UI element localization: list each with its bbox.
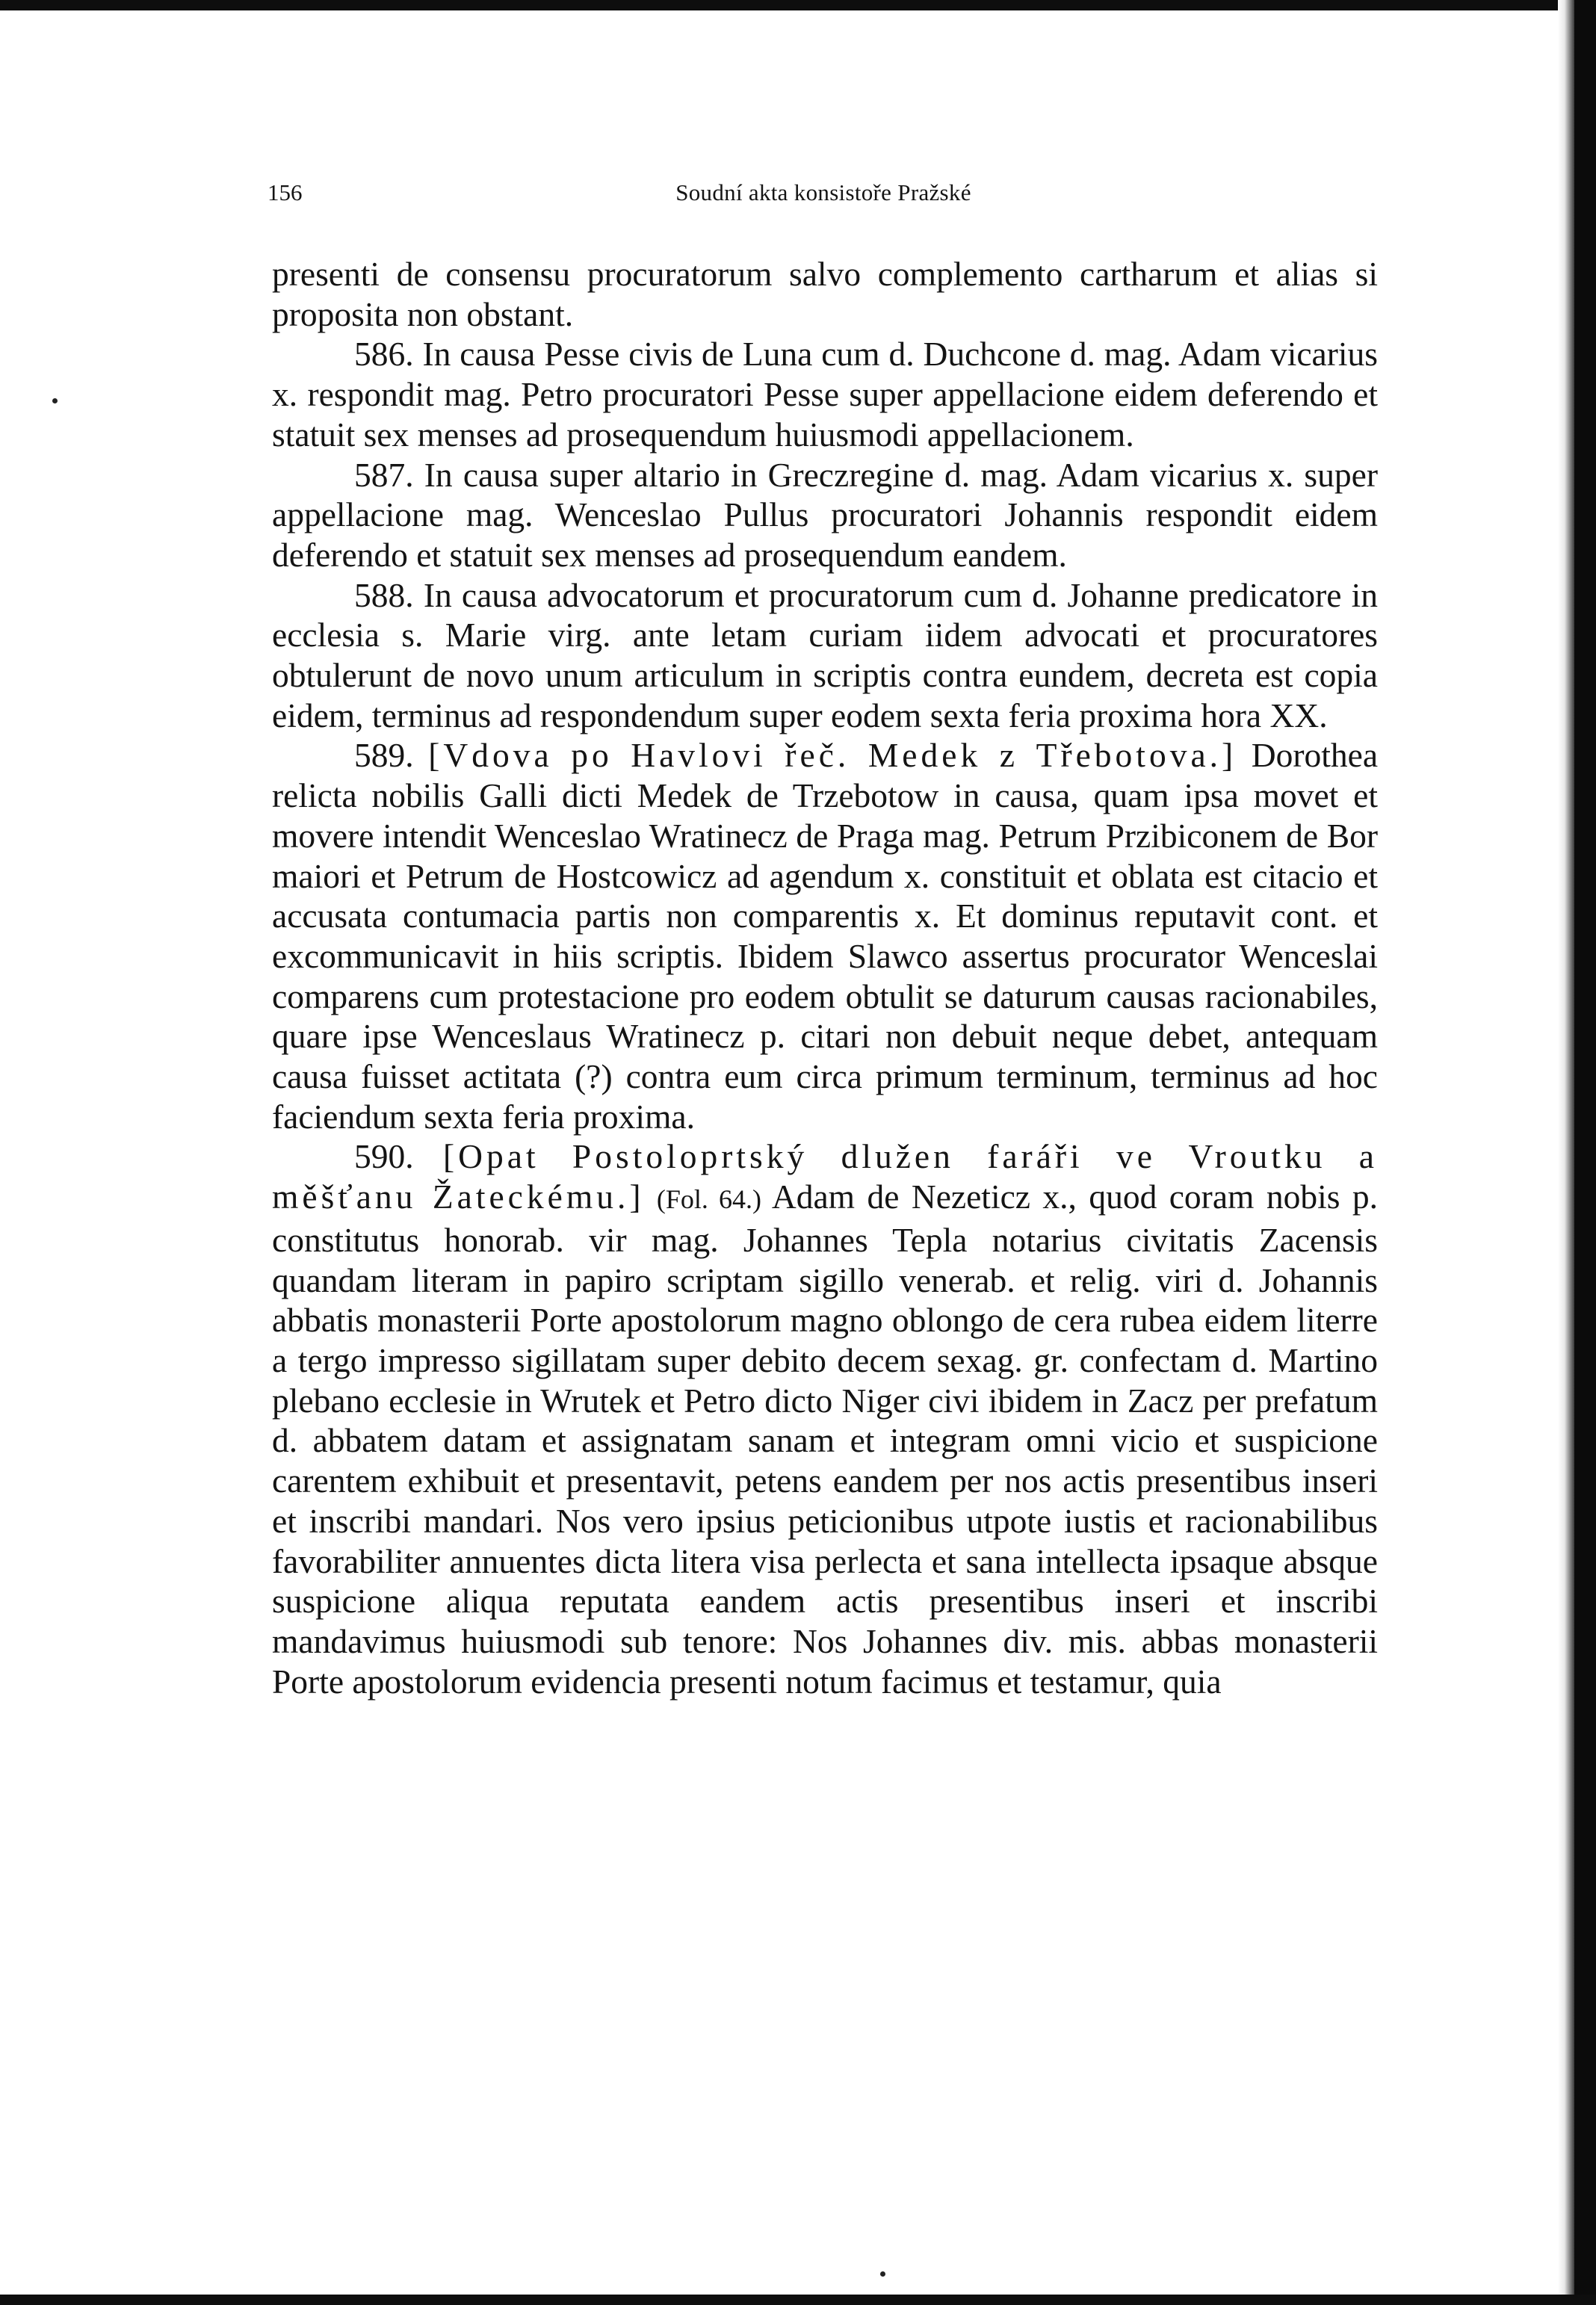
scan-border-top (0, 0, 1596, 10)
entry-heading: [Opat Postoloprtský dlužen faráři ve Vroutku a měšťanu Žateckému.] (272, 1137, 1378, 1216)
page-header (267, 176, 1379, 209)
scan-speck (52, 398, 58, 403)
scan-speck (880, 2271, 885, 2277)
scan-border-right (1558, 0, 1596, 2305)
scan-border-bottom (0, 2295, 1596, 2305)
page-number: 156 (267, 179, 303, 205)
paragraph-continuation: presenti de consensu procuratorum salvo complemento cartharum et alias si proposita non obstant. (272, 255, 1378, 333)
entry-number: 590. (354, 1137, 414, 1176)
folio-reference: (Fol. 64.) (656, 1184, 761, 1215)
entry-text: Dorothea relicta nobilis Galli dicti Medek de Trzebotow in causa, quam ipsa movet et movere intendit Wenceslao Wratinecz de Praga mag. Petrum Przibiconem de Bor maiori et Petrum de Hostcowicz ad agendum x. constituit et oblata est citacio et accusata contumacia partis non comparentis x. Et dominus reputavit cont. et excommunicavit in hiis scriptis. Ibidem Slawco assertus procurator Wenceslai comparens cum protestacione pro eodem obtulit se daturum causas racionabiles, quare ipse Wenceslaus Wratinecz p. citari non debuit neque debet, antequam causa fuisset actitata (?) contra eum circa primum terminum, terminus ad hoc faciendum sexta feria proxima. (272, 736, 1379, 1136)
entry-586: 586. In causa Pesse civis de Luna cum d. Duchcone d. mag. Adam vicarius x. respondit mag. Petro procuratori Pesse super appellacione eidem deferendo et statuit sex menses ad prosequendum huiusmodi appellacionem. (272, 335, 1378, 454)
running-title: Soudní akta konsistoře Pražské (675, 179, 971, 205)
entry-589 (272, 735, 1378, 1136)
entry-heading: [Vdova po Havlovi řeč. Medek z Třebotova.] (428, 736, 1237, 775)
entry-590 (272, 1136, 1378, 1701)
entry-587: 587. In causa super altario in Greczregine d. mag. Adam vicarius x. super appellacione mag. Wenceslao Pullus procuratori Johannis respondit eidem deferendo et statuit sex menses ad prosequendum eandem. (272, 455, 1378, 574)
entry-number: 589. (354, 736, 414, 775)
entry-588: 588. In causa advocatorum et procuratorum cum d. Johanne predicatore in ecclesia s. Marie virg. ante letam curiam iidem advocati et procuratores obtulerunt de novo unum articulum in scriptis contra eundem, decreta est copia eidem, terminus ad respondendum super eodem sexta feria proxima hora XX. (272, 575, 1378, 734)
document-body (272, 254, 1378, 1701)
entry-text: Adam de Nezeticz x., quod coram nobis p. constitutus honorab. vir mag. Johannes Tepla notarius civitatis Zacensis quandam literam in papiro scriptam sigillo venerab. et relig. viri d. Johannis abbatis monasterii Porte apostolorum magno oblongo de cera rubea eidem literre a tergo impresso sigillatam super debito decem sexag. gr. confectam d. Martino plebano ecclesie in Wrutek et Petro dicto Niger civi ibidem in Zacz per prefatum d. abbatem datam et assignatam sanam et integram omni vicio et suspicione carentem exhibuit et presentavit, petens eandem per nos actis presentibus inseri et inscribi mandari. Nos vero ipsius peticionibus utpote iustis et racionabilibus favorabiliter annuentes dicta litera visa perlecta et sana intellecta ipsaque absque suspicione aliqua reputata eandem actis presentibus inseri et inscribi mandavimus huiusmodi sub tenore: Nos Johannes div. mis. abbas monasterii Porte apostolorum evidencia presenti notum facimus et testamur, quia (272, 1178, 1378, 1701)
